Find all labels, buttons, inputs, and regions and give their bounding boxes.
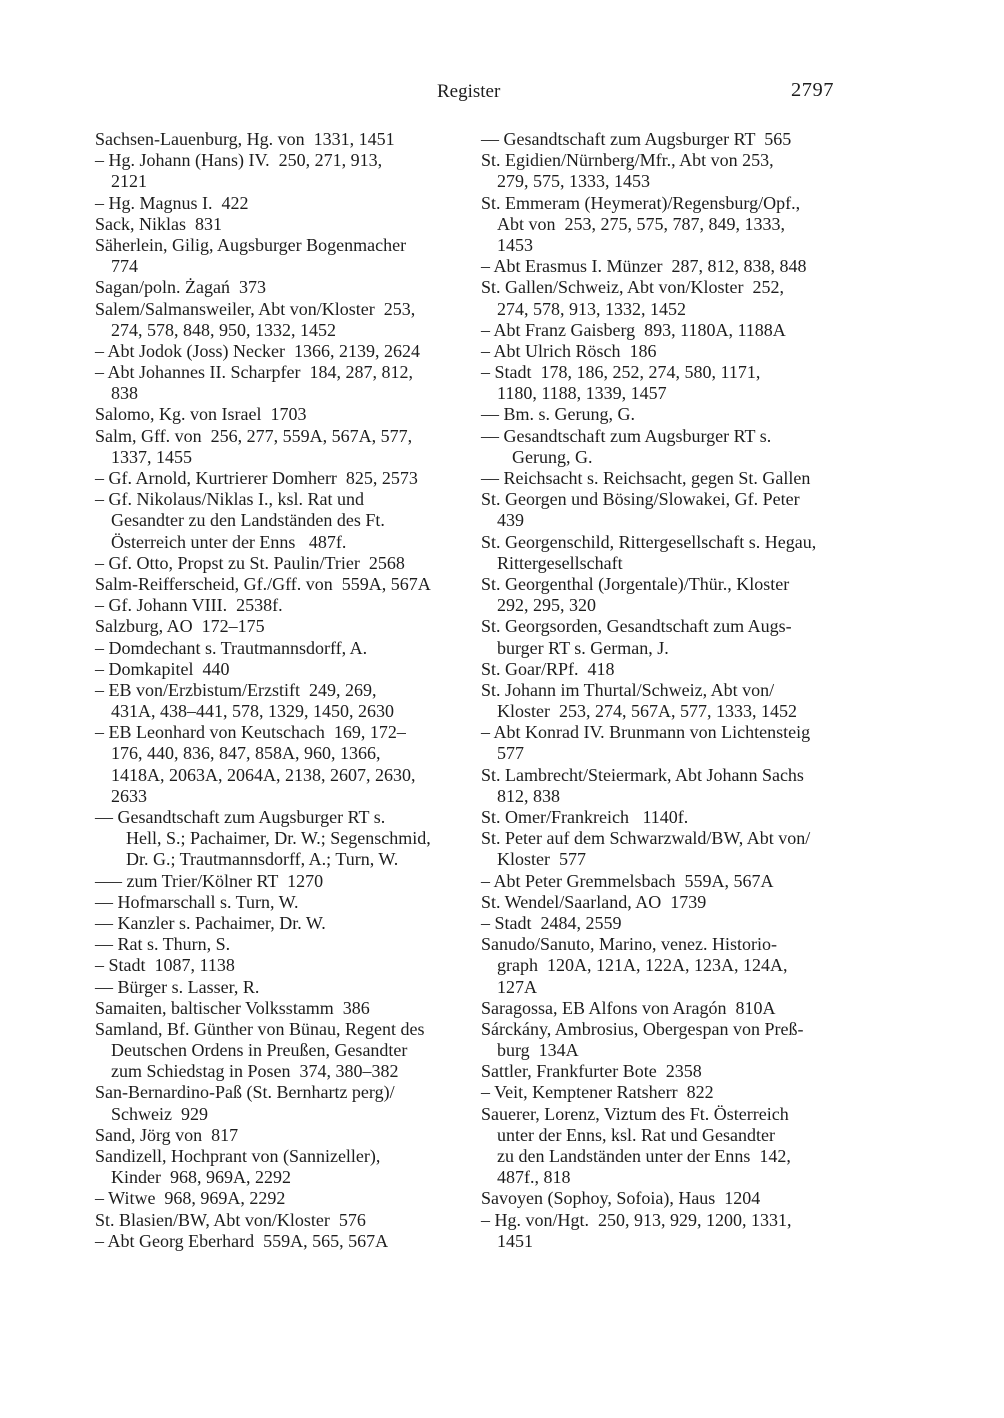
index-entry-line: Rittergesellschaft: [497, 552, 623, 573]
index-entry-line: Gerung, G.: [512, 446, 593, 467]
index-entry-line: 439: [497, 510, 524, 531]
index-entry-line: ––– zum Trier/Kölner RT 1270: [95, 870, 324, 891]
index-entry-line: 2121: [111, 171, 147, 192]
index-entry-line: – Gf. Johann VIII. 2538f.: [95, 595, 283, 616]
index-entry-line: – Witwe 968, 969A, 2292: [95, 1188, 286, 1209]
index-entry-line: – Hg. von/Hgt. 250, 913, 929, 1200, 1331,: [481, 1209, 792, 1230]
index-entry-line: Säherlein, Gilig, Augsburger Bogenmacher: [95, 234, 407, 255]
index-entry-line: – Stadt 2484, 2559: [481, 912, 622, 933]
index-entry-line: – Gf. Otto, Propst zu St. Paulin/Trier 2568: [95, 552, 405, 573]
index-entry-line: – Abt Georg Eberhard 559A, 565, 567A: [95, 1230, 389, 1251]
running-title: Register: [437, 81, 501, 102]
index-entry-line: 2633: [111, 785, 147, 806]
index-entry-line: Kloster 253, 274, 567A, 577, 1333, 1452: [497, 701, 797, 722]
index-entry-line: Salm-Reifferscheid, Gf./Gff. von 559A, 567A: [95, 573, 431, 594]
index-entry-line: 127A: [497, 976, 537, 997]
index-entry-line: 577: [497, 743, 524, 764]
index-entry-line: 176, 440, 836, 847, 858A, 960, 1366,: [111, 743, 381, 764]
index-entry-line: Kinder 968, 969A, 2292: [111, 1167, 291, 1188]
index-entry-line: – Abt Konrad IV. Brunmann von Lichtensteig: [481, 722, 811, 743]
index-entry-line: 1451: [497, 1230, 533, 1251]
index-entry-line: –– Kanzler s. Pachaimer, Dr. W.: [95, 912, 326, 933]
index-entry-line: Samaiten, baltischer Volksstamm 386: [95, 997, 370, 1018]
index-column-right: [481, 129, 876, 1252]
index-entry-line: 774: [111, 256, 138, 277]
index-entry-line: –– Hofmarschall s. Turn, W.: [95, 891, 299, 912]
index-entry-line: St. Goar/RPf. 418: [481, 658, 615, 679]
index-entry-line: Hell, S.; Pachaimer, Dr. W.; Segenschmid,: [126, 828, 431, 849]
index-entry-line: St. Peter auf dem Schwarzwald/BW, Abt von/: [481, 828, 811, 849]
index-entry-line: St. Wendel/Saarland, AO 1739: [481, 891, 707, 912]
index-entry-line: St. Blasien/BW, Abt von/Kloster 576: [95, 1209, 366, 1230]
index-entry-line: graph 120A, 121A, 122A, 123A, 124A,: [497, 955, 788, 976]
index-entry-line: – Veit, Kemptener Ratsherr 822: [481, 1082, 714, 1103]
index-entry-line: Sachsen-Lauenburg, Hg. von 1331, 1451: [95, 129, 395, 149]
index-entry-line: – Abt Peter Gremmelsbach 559A, 567A: [481, 870, 774, 891]
index-entry-line: – Abt Jodok (Joss) Necker 1366, 2139, 2624: [95, 340, 420, 361]
page-number: 2797: [791, 79, 834, 101]
index-entry-line: – Hg. Johann (Hans) IV. 250, 271, 913,: [95, 150, 383, 171]
index-entry-line: Sattler, Frankfurter Bote 2358: [481, 1061, 702, 1082]
index-entry-line: – Abt Ulrich Rösch 186: [481, 340, 657, 361]
index-entry-line: –– Rat s. Thurn, S.: [95, 934, 231, 955]
index-entry-line: Salomo, Kg. von Israel 1703: [95, 404, 307, 425]
index-entry-line: Sanudo/Sanuto, Marino, venez. Historio-: [481, 934, 777, 955]
index-entry-line: zum Schiedstag in Posen 374, 380–382: [111, 1061, 399, 1082]
index-entry-line: –– Gesandtschaft zum Augsburger RT s.: [95, 807, 386, 827]
index-entry-line: 1180, 1188, 1339, 1457: [497, 383, 667, 404]
index-entry-line: 431A, 438–441, 578, 1329, 1450, 2630: [111, 701, 394, 722]
index-entry-line: – Domdechant s. Trautmannsdorff, A.: [95, 637, 368, 658]
index-entry-line: Sárckány, Ambrosius, Obergespan von Preß-: [481, 1018, 804, 1039]
index-entry-line: St. Georgenschild, Rittergesellschaft s. Hegau,: [481, 531, 817, 552]
index-entry-line: burg 134A: [497, 1040, 579, 1061]
index-entry-line: – Stadt 1087, 1138: [95, 955, 235, 976]
index-entry-line: San-Bernardino-Paß (St. Bernhartz perg)/: [95, 1082, 395, 1103]
index-entry-line: – Domkapitel 440: [95, 658, 230, 679]
index-entry-line: Gesandter zu den Landständen des Ft.: [111, 510, 385, 531]
index-entry-line: –– Reichsacht s. Reichsacht, gegen St. Gallen: [481, 468, 811, 488]
index-entry-line: –– Gesandtschaft zum Augsburger RT 565: [481, 129, 792, 149]
index-entry-line: Samland, Bf. Günther von Bünau, Regent des: [95, 1018, 425, 1039]
index-entry-line: Schweiz 929: [111, 1103, 208, 1124]
index-entry-line: – Abt Johannes II. Scharpfer 184, 287, 812,: [95, 362, 413, 383]
index-entry-line: zu den Landständen unter der Enns 142,: [497, 1146, 791, 1166]
index-column-left: [95, 129, 477, 1252]
index-entry-line: 279, 575, 1333, 1453: [497, 171, 650, 192]
index-entry-line: 274, 578, 913, 1332, 1452: [497, 298, 686, 319]
index-entry-line: St. Georgenthal (Jorgentale)/Thür., Kloster: [481, 573, 790, 594]
index-entry-line: St. Lambrecht/Steiermark, Abt Johann Sachs: [481, 764, 804, 785]
index-entry-line: – Stadt 178, 186, 252, 274, 580, 1171,: [481, 362, 761, 383]
index-entry-line: Savoyen (Sophoy, Sofoia), Haus 1204: [481, 1188, 761, 1209]
index-entry-line: 1337, 1455: [111, 446, 192, 467]
index-entry-line: – Gf. Arnold, Kurtrierer Domherr 825, 2573: [95, 468, 418, 488]
index-entry-line: Dr. G.; Trautmannsdorff, A.; Turn, W.: [126, 849, 399, 870]
index-entry-line: St. Omer/Frankreich 1140f.: [481, 807, 689, 827]
index-entry-line: Salem/Salmansweiler, Abt von/Kloster 253,: [95, 298, 416, 319]
index-entry-line: St. Johann im Thurtal/Schweiz, Abt von/: [481, 679, 775, 700]
index-entry-line: 274, 578, 848, 950, 1332, 1452: [111, 319, 336, 340]
index-entry-line: St. Georgsorden, Gesandtschaft zum Augs-: [481, 616, 792, 637]
index-entry-line: –– Bm. s. Gerung, G.: [481, 404, 635, 425]
index-entry-line: Sand, Jörg von 817: [95, 1124, 239, 1145]
index-entry-line: – Gf. Nikolaus/Niklas I., ksl. Rat und: [95, 489, 364, 510]
index-entry-line: unter der Enns, ksl. Rat und Gesandter: [497, 1124, 775, 1145]
index-entry-line: 812, 838: [497, 785, 560, 806]
index-entry-line: Sauerer, Lorenz, Viztum des Ft. Österreich: [481, 1103, 789, 1124]
index-entry-line: St. Egidien/Nürnberg/Mfr., Abt von 253,: [481, 150, 774, 171]
index-entry-line: –– Gesandtschaft zum Augsburger RT s.: [481, 425, 772, 446]
index-entry-line: Abt von 253, 275, 575, 787, 849, 1333,: [497, 213, 785, 234]
index-entry-line: 1453: [497, 234, 533, 255]
index-entry-line: St. Georgen und Bösing/Slowakei, Gf. Peter: [481, 489, 800, 510]
index-entry-line: 838: [111, 383, 138, 404]
index-entry-line: 487f., 818: [497, 1167, 571, 1188]
index-entry-line: Sack, Niklas 831: [95, 213, 222, 234]
index-entry-line: – EB Leonhard von Keutschach 169, 172–: [95, 722, 406, 743]
index-entry-line: –– Bürger s. Lasser, R.: [95, 976, 260, 997]
index-entry-line: 1418A, 2063A, 2064A, 2138, 2607, 2630,: [111, 764, 416, 785]
index-entry-line: Sandizell, Hochprant von (Sannizeller),: [95, 1146, 381, 1166]
index-entry-line: Saragossa, EB Alfons von Aragón 810A: [481, 997, 776, 1018]
index-entry-line: Deutschen Ordens in Preußen, Gesandter: [111, 1040, 408, 1061]
index-entry-line: Sagan/poln. Żagań 373: [95, 277, 266, 298]
index-entry-line: Salm, Gff. von 256, 277, 559A, 567A, 577,: [95, 425, 413, 446]
index-entry-line: St. Gallen/Schweiz, Abt von/Kloster 252,: [481, 277, 784, 298]
index-entry-line: 292, 295, 320: [497, 595, 596, 616]
index-entry-line: – Abt Erasmus I. Münzer 287, 812, 838, 848: [481, 256, 807, 277]
index-entry-line: burger RT s. German, J.: [497, 637, 669, 658]
index-entry-line: – Hg. Magnus I. 422: [95, 192, 249, 213]
index-entry-line: – Abt Franz Gaisberg 893, 1180A, 1188A: [481, 319, 786, 340]
index-entry-line: – EB von/Erzbistum/Erzstift 249, 269,: [95, 679, 377, 700]
index-entry-line: St. Emmeram (Heymerat)/Regensburg/Opf.,: [481, 192, 801, 213]
index-entry-line: Salzburg, AO 172–175: [95, 616, 265, 637]
index-entry-line: Österreich unter der Enns 487f.: [111, 531, 347, 552]
index-entry-line: Kloster 577: [497, 849, 586, 870]
